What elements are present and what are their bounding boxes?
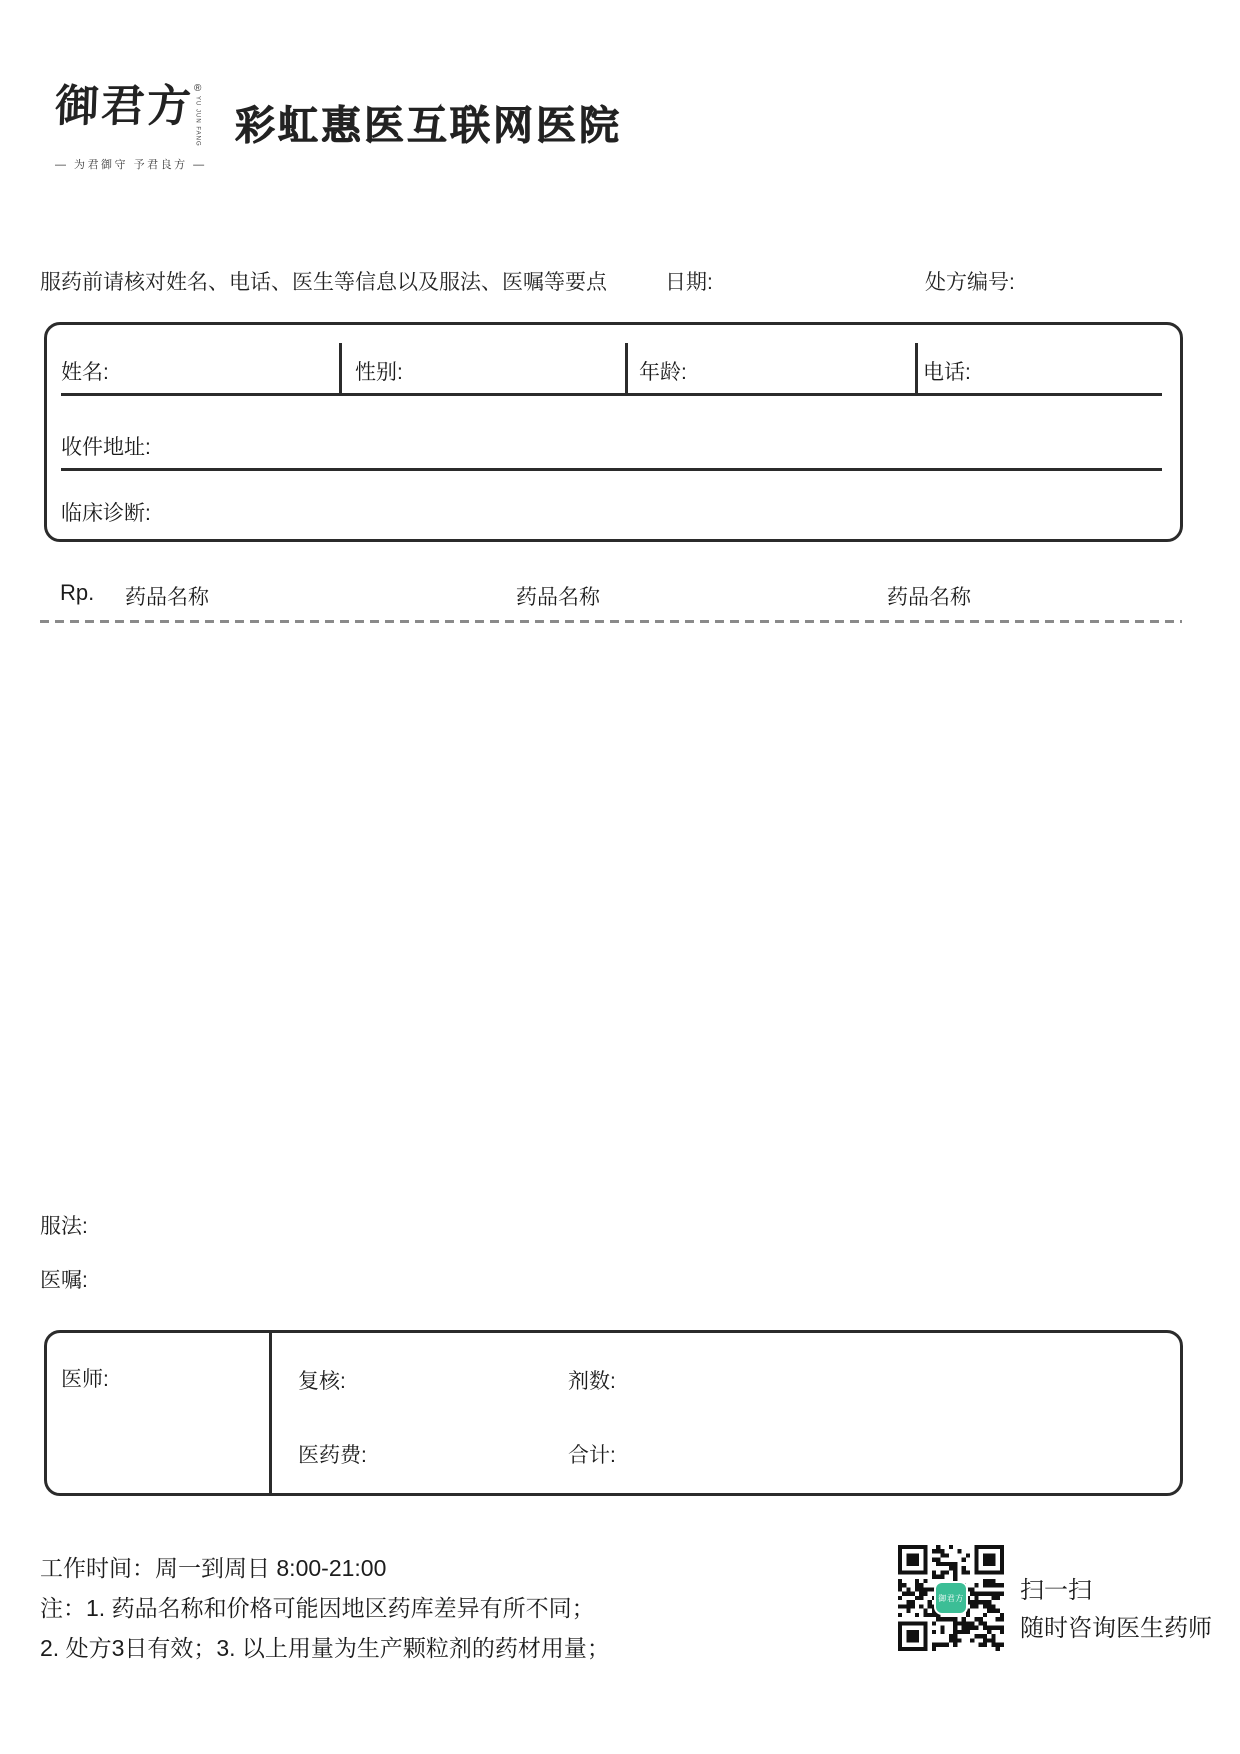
phone-field-label: 电话:	[923, 361, 971, 384]
signature-box	[44, 1330, 1183, 1496]
advice-field-label: 医嘱:	[40, 1269, 88, 1292]
column-divider	[915, 343, 918, 395]
physician-field-label: 医师:	[61, 1368, 109, 1391]
brand-tagline: — 为君御守 予君良方 —	[55, 158, 207, 171]
age-field-label: 年龄:	[639, 361, 687, 384]
row-divider	[61, 468, 1162, 471]
footnote-1: 注：1. 药品名称和价格可能因地区药库差异有所不同；	[40, 1595, 595, 1621]
scan-qr-label: 扫一扫	[1020, 1577, 1092, 1604]
column-divider	[269, 1333, 272, 1493]
doses-field-label: 剂数:	[568, 1370, 616, 1393]
qr-code	[898, 1545, 1004, 1651]
column-divider	[625, 343, 628, 395]
name-field-label: 姓名:	[61, 361, 109, 384]
scan-qr-subtitle: 随时咨询医生药师	[1020, 1615, 1212, 1642]
brand-logo-pinyin: YU JUN FANG	[194, 96, 201, 147]
dashed-separator	[40, 620, 1182, 623]
working-hours: 工作时间：周一到周日 8:00-21:00	[40, 1555, 387, 1581]
drug-name-column-header: 药品名称	[516, 586, 600, 609]
address-field-label: 收件地址:	[61, 436, 151, 459]
qr-center-logo	[934, 1581, 968, 1615]
review-field-label: 复核:	[298, 1370, 346, 1393]
brand-logo	[54, 81, 207, 172]
drug-name-column-header: 药品名称	[125, 586, 209, 609]
rp-label: Rp.	[60, 580, 95, 605]
row-divider	[61, 393, 1162, 396]
gender-field-label: 性别:	[355, 361, 403, 384]
total-field-label: 合计:	[568, 1444, 616, 1467]
usage-field-label: 服法:	[40, 1215, 88, 1238]
fee-field-label: 医药费:	[298, 1444, 367, 1467]
patient-info-box	[44, 322, 1183, 542]
brand-logo-text: 御君方	[54, 81, 194, 132]
column-divider	[339, 343, 342, 395]
registered-trademark-icon: ®	[194, 83, 202, 94]
footnote-2: 2. 处方3日有效；3. 以上用量为生产颗粒剂的药材用量；	[40, 1635, 610, 1661]
drug-name-column-header: 药品名称	[887, 586, 971, 609]
date-label: 日期:	[665, 271, 713, 294]
diagnosis-field-label: 临床诊断:	[61, 502, 151, 525]
rx-number-label: 处方编号:	[925, 271, 1015, 294]
qr-center-logo-text: 御君方	[938, 1593, 964, 1603]
verification-notice: 服药前请核对姓名、电话、医生等信息以及服法、医嘱等要点	[40, 271, 607, 294]
hospital-name: 彩虹惠医互联网医院	[235, 104, 622, 148]
